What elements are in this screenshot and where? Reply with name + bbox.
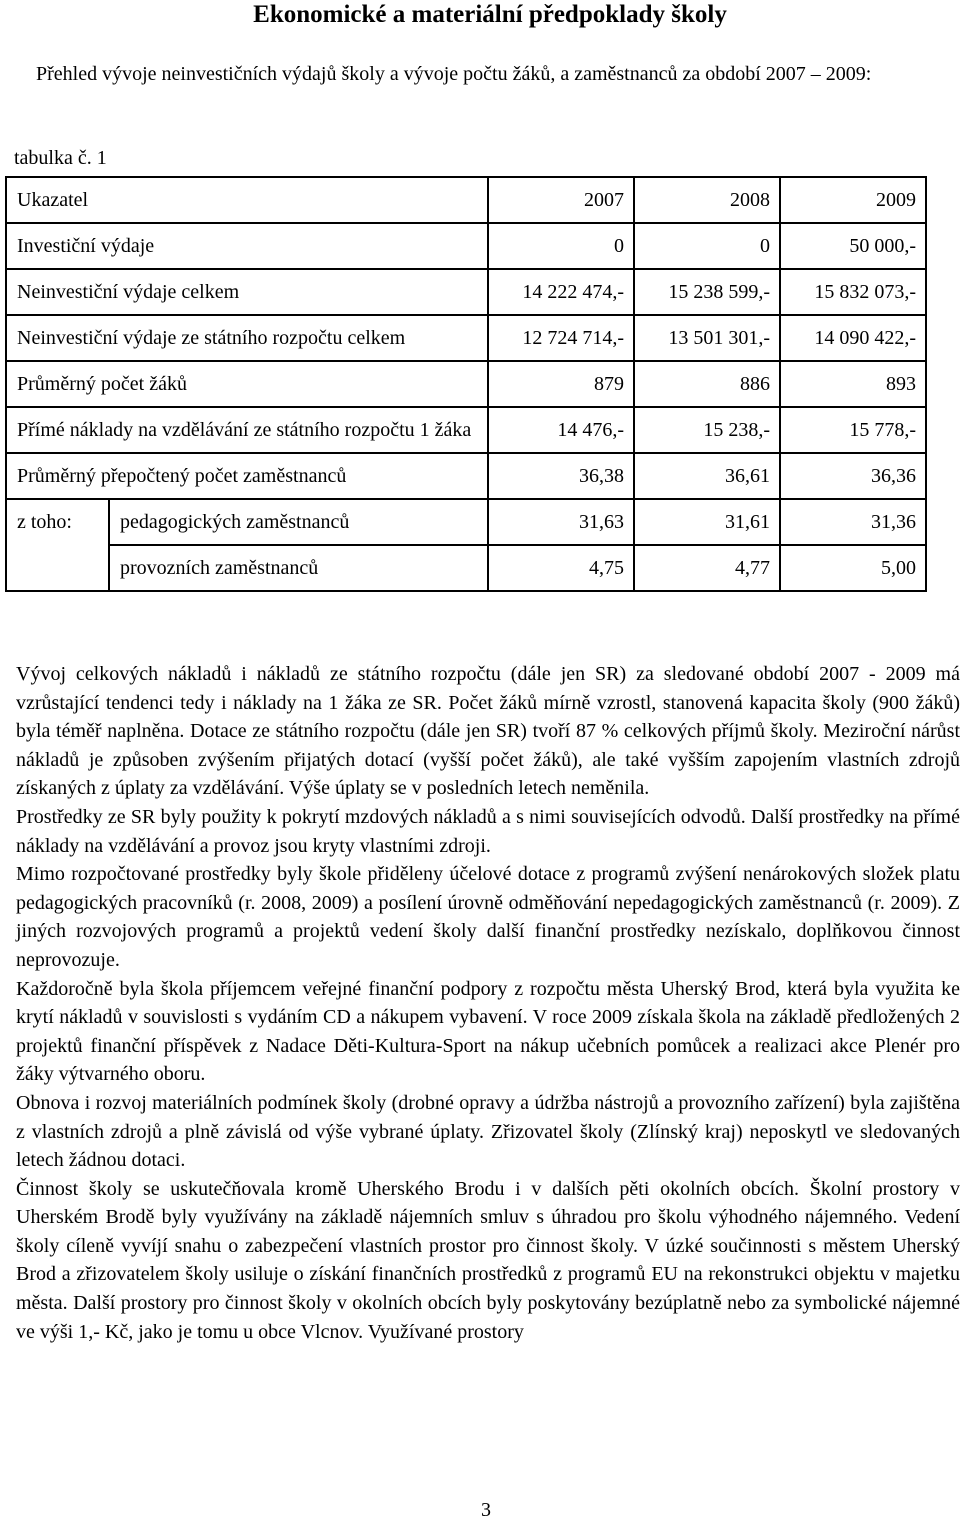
paragraph: Každoročně byla škola příjemcem veřejné finanční podpory z rozpočtu města Uherský Brod, která byla využita ke krytí nákladů v souvislosti s vydáním CD a nákupem vybavení. V roce 2009 získala škola na základě předložených 2 projektů finanční příspěvek z Nadace Děti-Kultura-Sport na nákup učebních pomůcek a realizaci akce Plenér pro žáky výtvarného oboru. <box>16 977 960 1086</box>
table-row <box>6 269 926 315</box>
header-cell: 2009 <box>780 177 926 223</box>
cell-value: 886 <box>634 361 780 407</box>
cell-value: 31,36 <box>780 499 926 545</box>
table-caption: tabulka č. 1 <box>14 147 107 169</box>
table-row <box>6 453 926 499</box>
row-label: Neinvestiční výdaje ze státního rozpočtu celkem <box>6 315 488 361</box>
table-row <box>6 499 926 545</box>
cell-value: 36,61 <box>634 453 780 499</box>
table-row <box>6 223 926 269</box>
row-label: Investiční výdaje <box>6 223 488 269</box>
table-header-row <box>6 177 926 223</box>
table-row <box>6 545 926 591</box>
row-label: provozních zaměstnanců <box>109 545 488 591</box>
cell-value: 4,75 <box>488 545 634 591</box>
breakdown-spacer <box>6 545 109 591</box>
row-label: Průměrný počet žáků <box>6 361 488 407</box>
cell-value: 4,77 <box>634 545 780 591</box>
cell-value: 893 <box>780 361 926 407</box>
cell-value: 0 <box>634 223 780 269</box>
cell-value: 15 238 599,- <box>634 269 780 315</box>
cell-value: 879 <box>488 361 634 407</box>
page-number: 3 <box>481 1499 491 1521</box>
header-cell: 2008 <box>634 177 780 223</box>
cell-value: 15 832 073,- <box>780 269 926 315</box>
cell-value: 50 000,- <box>780 223 926 269</box>
page-title: Ekonomické a materiální předpoklady školy <box>253 1 727 28</box>
cell-value: 14 090 422,- <box>780 315 926 361</box>
paragraph: Vývoj celkových nákladů i nákladů ze státního rozpočtu (dále jen SR) za sledované období 2007 - 2009 má vzrůstající tendenci tedy i náklady na 1 žáka ze SR. Počet žáků mírně vzrostl, stanovená kapacita školy (900 žáků) byla téměř naplněna. Dotace ze státního rozpočtu (dále jen SR) tvoří 87 % celkových příjmů školy. Meziroční nárůst nákladů je způsoben zvýšením přijatých dotací (vyšší počet žáků), ale také vyšším zapojením vlastních zdrojů získaných z úplaty za vzdělávání. Výše úplaty se v posledních letech neměnila. <box>16 663 960 800</box>
row-label: pedagogických zaměstnanců <box>109 499 488 545</box>
cell-value: 14 222 474,- <box>488 269 634 315</box>
cell-value: 31,63 <box>488 499 634 545</box>
cell-value: 12 724 714,- <box>488 315 634 361</box>
row-label: Přímé náklady na vzdělávání ze státního rozpočtu 1 žáka <box>6 407 488 453</box>
table-row <box>6 361 926 407</box>
cell-value: 36,36 <box>780 453 926 499</box>
cell-value: 31,61 <box>634 499 780 545</box>
paragraph: Mimo rozpočtované prostředky byly škole přiděleny účelové dotace z programů zvýšení nenárokových složek platu pedagogických pracovníků (r. 2008, 2009) a posílení úrovně odměňování nepedagogických zaměstnanců (r. 2009). Z jiných rozvojových programů a projektů vedení školy další finanční prostředky nezískalo, doplňkovou činnost neprovozuje. <box>16 863 960 971</box>
table-row <box>6 407 926 453</box>
body-text <box>16 660 960 1346</box>
cell-value: 36,38 <box>488 453 634 499</box>
header-cell: 2007 <box>488 177 634 223</box>
breakdown-label: z toho: <box>6 499 109 545</box>
cell-value: 13 501 301,- <box>634 315 780 361</box>
cell-value: 0 <box>488 223 634 269</box>
row-label: Průměrný přepočtený počet zaměstnanců <box>6 453 488 499</box>
cell-value: 5,00 <box>780 545 926 591</box>
row-label: Neinvestiční výdaje celkem <box>6 269 488 315</box>
cell-value: 14 476,- <box>488 407 634 453</box>
intro-text: Přehled vývoje neinvestičních výdajů školy a vývoje počtu žáků, a zaměstnanců za období 2007 – 2009: <box>36 63 872 85</box>
expenses-table <box>5 176 927 592</box>
header-cell: Ukazatel <box>6 177 488 223</box>
paragraph: Prostředky ze SR byly použity k pokrytí mzdových nákladů a s nimi souvisejících odvodů. Další prostředky na přímé náklady na vzdělávání a provoz jsou kryty vlastními zdroji. <box>16 805 960 857</box>
cell-value: 15 778,- <box>780 407 926 453</box>
cell-value: 15 238,- <box>634 407 780 453</box>
table-row <box>6 315 926 361</box>
paragraph: Obnova i rozvoj materiálních podmínek školy (drobné opravy a údržba nástrojů a provozního zařízení) byla zajištěna z vlastních zdrojů a plně závislá od výše vybrané úplaty. Zřizovatel školy (Zlínský kraj) neposkytl ve sledovaných letech žádnou dotaci. <box>16 1091 960 1172</box>
paragraph: Činnost školy se uskutečňovala kromě Uherského Brodu i v dalších pěti okolních obcích. Školní prostory v Uherském Brodě byly využívány na základě nájemních smluv s úhradou pro školu výhodného nájemného. Vedení školy cíleně vyvíjí snahu o zabezpečení vlastních prostor pro činnost školy. V úzké součinnosti s městem Uherský Brod a zřizovatelem školy usiluje o získání finančních prostředků z programů EU na rekonstrukci objektu v majetku města. Další prostory pro činnost školy v okolních obcích byly poskytovány bezúplatně nebo za symbolické nájemné ve výši 1,- Kč, jako je tomu u obce Vlcnov. Využívané prostory <box>16 1177 960 1343</box>
